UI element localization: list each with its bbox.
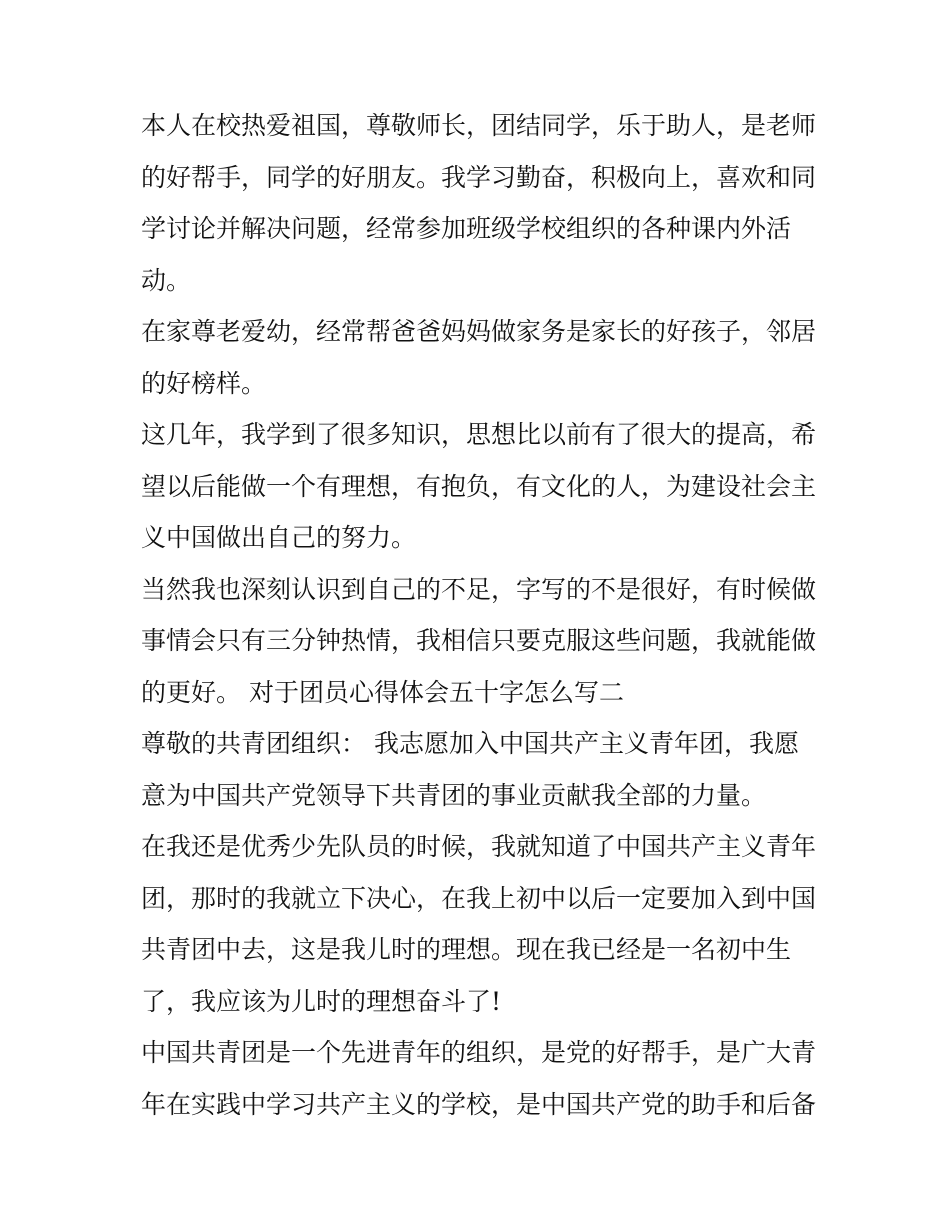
text-line: 尊敬的共青团组织： 我志愿加入中国共产主义青年团，我愿 — [141, 729, 799, 758]
document-body — [141, 100, 831, 1130]
text-line: 意为中国共产党领导下共青团的事业贡献我全部的力量。 — [141, 780, 767, 810]
text-line: 望以后能做一个有理想，有抱负，有文化的人，为建设社会主 — [141, 471, 817, 501]
text-line: 在我还是优秀少先队员的时候，我就知道了中国共产主义青年 — [141, 832, 817, 861]
text-line: 共青团中去，这是我儿时的理想。现在我已经是一名初中生 — [141, 935, 792, 964]
text-line: 当然我也深刻认识到自己的不足，字写的不是很好，有时候做 — [141, 574, 817, 604]
text-line: 这几年，我学到了很多知识，思想比以前有了很大的提高，希 — [141, 420, 817, 449]
text-line: 的好榜样。 — [141, 368, 267, 398]
text-line: 本人在校热爱祖国，尊敬师长，团结同学，乐于助人，是老师 — [141, 111, 817, 140]
text-line: 了，我应该为儿时的理想奋斗了! — [141, 986, 502, 1016]
text-line: 动。 — [141, 265, 192, 295]
text-line: 学讨论并解决问题，经常参加班级学校组织的各种课内外活 — [141, 214, 792, 243]
text-line: 在家尊老爱幼，经常帮爸爸妈妈做家务是家长的好孩子，邻居 — [141, 317, 817, 346]
text-line: 的好帮手，同学的好朋友。我学习勤奋，积极向上，喜欢和同 — [141, 162, 817, 192]
text-line: 中国共青团是一个先进青年的组织，是党的好帮手，是广大青 — [141, 1038, 817, 1067]
text-line: 年在实践中学习共产主义的学校，是中国共产党的助手和后备 — [141, 1089, 817, 1119]
text-line: 团，那时的我就立下决心，在我上初中以后一定要加入到中国 — [141, 883, 817, 913]
text-line: 义中国做出自己的努力。 — [141, 523, 417, 552]
text-line: 的更好。 对于团员心得体会五十字怎么写二 — [141, 677, 624, 707]
text-line: 事情会只有三分钟热情，我相信只要克服这些问题，我就能做 — [141, 626, 817, 655]
